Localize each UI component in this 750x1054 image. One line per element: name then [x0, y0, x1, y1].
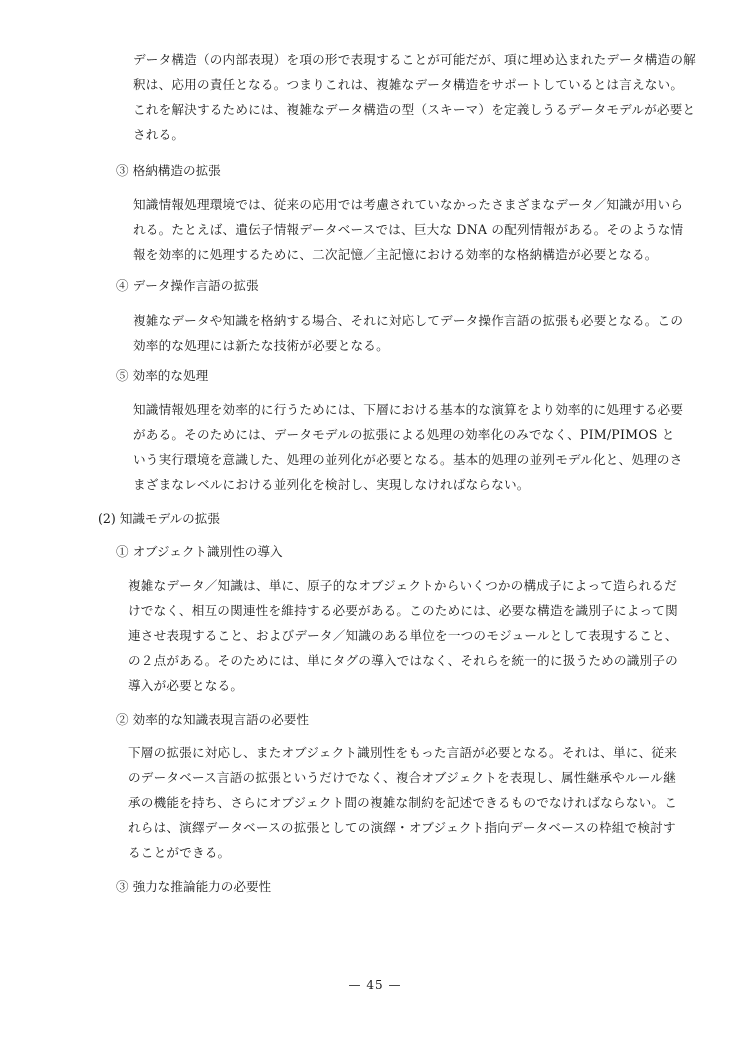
- text-line: の２点がある。そのためには、単にタグの導入ではなく、それらを統一的に扱うための識別子の: [128, 653, 678, 668]
- text-line: これを解決するためには、複雑なデータ構造の型（スキーマ）を定義しうるデータモデルが必要と: [133, 102, 696, 117]
- heading-data-manipulation-language: ④ データ操作言語の拡張: [116, 278, 259, 293]
- paragraph-efficient-processing: [133, 397, 683, 497]
- text-line: 複雑なデータや知識を格納する場合、それに対応してデータ操作言語の拡張も必要となる。この: [133, 313, 684, 328]
- paragraph-knowledge-representation-language: [128, 740, 677, 865]
- text-line: れらは、演繹データベースの拡張としての演繹・オブジェクト指向データベースの枠組で検討す: [128, 820, 676, 835]
- section-heading-knowledge-model: (2) 知識モデルの拡張: [98, 511, 220, 526]
- text-line: けでなく、相互の関連性を維持する必要がある。このためには、必要な構造を識別子によって関: [128, 603, 678, 618]
- text-line: データ構造（の内部表現）を項の形で表現することが可能だが、項に埋め込まれたデータ構造の解: [133, 52, 696, 67]
- text-line: 下層の拡張に対応し、またオブジェクト識別性をもった言語が必要となる。それは、単に、従来: [128, 745, 677, 760]
- paragraph-storage-structure: [133, 192, 683, 267]
- heading-inference-capability: ③ 強力な推論能力の必要性: [116, 879, 272, 894]
- text-line: がある。そのためには、データモデルの拡張による処理の効率化のみでなく、PIM/PIMOS と: [133, 427, 675, 442]
- text-line: まざまなレベルにおける並列化を検討し、実現しなければならない。: [133, 477, 530, 492]
- paragraph-data-manipulation-language: [133, 308, 683, 358]
- text-line: いう実行環境を意識した、処理の並列化が必要となる。基本的処理の並列モデル化と、処理のさ: [133, 452, 683, 467]
- paragraph-data-structure: [133, 47, 696, 147]
- text-line: 複雑なデータ／知識は、単に、原子的なオブジェクトからいくつかの構成子によって造られるだ: [128, 578, 677, 593]
- heading-object-identity: ① オブジェクト識別性の導入: [116, 544, 283, 559]
- text-line: ることができる。: [128, 845, 231, 860]
- text-line: 効率的な処理には新たな技術が必要となる。: [133, 338, 389, 353]
- text-line: 承の機能を持ち、さらにオブジェクト間の複雑な制約を記述できるものでなければならない。こ: [128, 795, 677, 810]
- text-line: 連させ表現すること、およびデータ／知識のある単位を一つのモジュールとして表現すること、: [128, 628, 678, 643]
- heading-efficient-processing: ⑤ 効率的な処理: [116, 368, 209, 383]
- text-line: れる。たとえば、遺伝子情報データベースでは、巨大な DNA の配列情報がある。そのような情: [133, 222, 684, 237]
- heading-knowledge-representation-language: ② 効率的な知識表現言語の必要性: [116, 712, 309, 727]
- text-line: 知識情報処理環境では、従来の応用では考慮されていなかったさまざまなデータ／知識が用いら: [133, 197, 684, 212]
- heading-storage-structure: ③ 格納構造の拡張: [116, 163, 221, 178]
- text-line: のデータベース言語の拡張というだけでなく、複合オブジェクトを表現し、属性継承やルール継: [128, 770, 676, 785]
- text-line: 導入が必要となる。: [128, 678, 244, 693]
- text-line: 釈は、応用の責任となる。つまりこれは、複雑なデータ構造をサポートしているとは言えない。: [133, 77, 684, 92]
- text-line: される。: [133, 127, 185, 142]
- page-number: — 45 —: [348, 978, 402, 992]
- paragraph-object-identity: [128, 573, 678, 698]
- text-line: 報を効率的に処理するために、二次記憶／主記憶における効率的な格納構造が必要となる。: [133, 247, 658, 262]
- text-line: 知識情報処理を効率的に行うためには、下層における基本的な演算をより効率的に処理する必要: [133, 402, 684, 417]
